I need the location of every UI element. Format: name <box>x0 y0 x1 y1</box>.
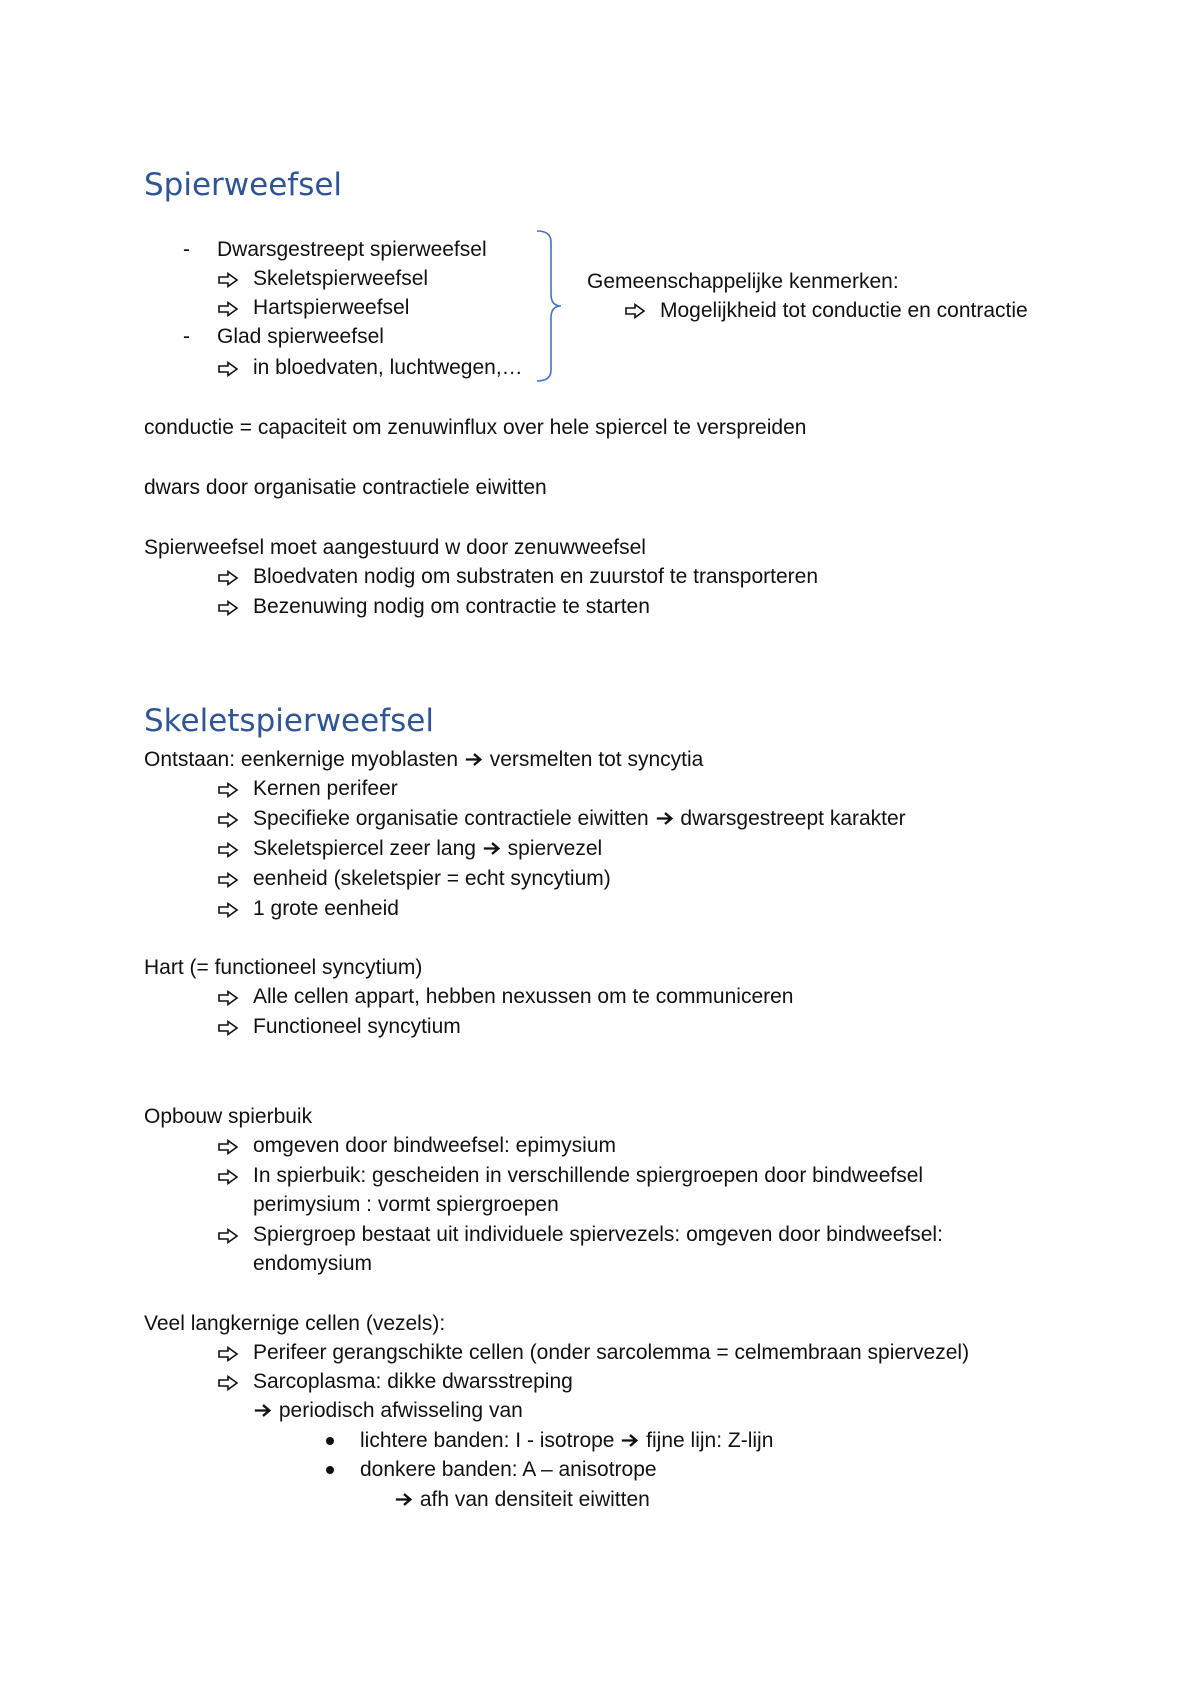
ontstaan-item-grote-eenheid: 1 grote eenheid <box>253 897 399 920</box>
veel-item-sarcoplasma: Sarcoplasma: dikke dwarsstreping <box>253 1370 573 1393</box>
solid-arrow-icon <box>464 752 484 767</box>
bullet-donkere-banden: donkere banden: A – anisotrope <box>360 1458 657 1481</box>
ontstaan-item-skeletspiercel <box>253 835 602 863</box>
hollow-arrow-icon <box>217 902 239 918</box>
skeletspiercel-prefix: Skeletspiercel zeer lang <box>253 837 476 860</box>
list-item-glad: Glad spierweefsel <box>217 325 384 348</box>
veel-title: Veel langkernige cellen (vezels): <box>144 1312 446 1335</box>
solid-arrow-icon <box>482 841 502 856</box>
heading-spierweefsel: Spierweefsel <box>144 167 343 203</box>
common-features-title: Gemeenschappelijke kenmerken: <box>587 270 899 293</box>
paragraph-aangestuurd: Spierweefsel moet aangestuurd w door zenuwweefsel <box>144 536 646 559</box>
hollow-arrow-icon <box>217 872 239 888</box>
solid-arrow-icon <box>620 1433 640 1448</box>
list-subitem-skeletspierweefsel: Skeletspierweefsel <box>253 267 429 290</box>
solid-arrow-icon <box>253 1403 273 1418</box>
hollow-arrow-icon <box>217 1346 239 1362</box>
organisatie-suffix: dwarsgestreept karakter <box>680 807 906 830</box>
hollow-arrow-icon <box>217 1139 239 1155</box>
hollow-arrow-icon <box>217 782 239 798</box>
opbouw-item-spierbuik-line2: perimysium : vormt spiergroepen <box>253 1193 559 1216</box>
hollow-arrow-icon <box>217 990 239 1006</box>
hollow-arrow-icon <box>217 600 239 616</box>
solid-arrow-icon <box>394 1492 414 1507</box>
common-features-item: Mogelijkheid tot conductie en contractie <box>660 299 1028 322</box>
list-subitem-bloedvaten: in bloedvaten, luchtwegen,… <box>253 356 523 379</box>
opbouw-item-spiergroep-line1: Spiergroep bestaat uit individuele spiervezels: omgeven door bindweefsel: <box>253 1223 943 1246</box>
list-dash: - <box>183 238 190 261</box>
ontstaan-prefix: Ontstaan: eenkernige myoblasten <box>144 748 459 771</box>
skeletspiercel-suffix: spiervezel <box>507 837 603 860</box>
bullet-dot-icon <box>326 1437 334 1445</box>
solid-arrow-icon <box>655 811 675 826</box>
densiteit-text: afh van densiteit eiwitten <box>419 1488 650 1511</box>
paragraph-dwars: dwars door organisatie contractiele eiwitten <box>144 476 547 499</box>
hollow-arrow-icon <box>217 272 239 288</box>
paragraph-conductie: conductie = capaciteit om zenuwinflux over hele spiercel te verspreiden <box>144 416 807 439</box>
ontstaan-item-kernen: Kernen perifeer <box>253 777 398 800</box>
hollow-arrow-icon <box>217 842 239 858</box>
list-item-dwarsgestreept: Dwarsgestreept spierweefsel <box>217 238 487 261</box>
heading-skeletspierweefsel: Skeletspierweefsel <box>144 703 434 739</box>
periodisch-text: periodisch afwisseling van <box>278 1399 523 1422</box>
hollow-arrow-icon <box>217 361 239 377</box>
aangestuurd-item-bloedvaten: Bloedvaten nodig om substraten en zuurstof te transporteren <box>253 565 819 588</box>
hollow-arrow-icon <box>217 1020 239 1036</box>
donkere-sub <box>394 1486 650 1514</box>
bullet-lichtere-banden <box>360 1427 773 1455</box>
hart-item-cellen: Alle cellen appart, hebben nexussen om te communiceren <box>253 985 794 1008</box>
lichtere-suffix: fijne lijn: Z-lijn <box>646 1429 774 1452</box>
list-dash: - <box>183 325 190 348</box>
hollow-arrow-icon <box>217 1375 239 1391</box>
organisatie-prefix: Specifieke organisatie contractiele eiwitten <box>253 807 649 830</box>
ontstaan-item-organisatie <box>253 805 906 833</box>
opbouw-item-epimysium: omgeven door bindweefsel: epimysium <box>253 1134 617 1157</box>
list-subitem-hartspierweefsel: Hartspierweefsel <box>253 296 410 319</box>
hart-title: Hart (= functioneel syncytium) <box>144 956 423 979</box>
hollow-arrow-icon <box>217 570 239 586</box>
ontstaan-suffix: versmelten tot syncytia <box>489 748 704 771</box>
opbouw-item-spiergroep-line2: endomysium <box>253 1252 373 1275</box>
right-brace-icon <box>533 228 573 384</box>
ontstaan-line <box>144 746 703 774</box>
hollow-arrow-icon <box>624 303 646 319</box>
ontstaan-item-eenheid: eenheid (skeletspier = echt syncytium) <box>253 867 611 890</box>
veel-item-perifeer: Perifeer gerangschikte cellen (onder sarcolemma = celmembraan spiervezel) <box>253 1341 970 1364</box>
opbouw-title: Opbouw spierbuik <box>144 1105 313 1128</box>
aangestuurd-item-bezenuwing: Bezenuwing nodig om contractie te starten <box>253 595 650 618</box>
veel-item-sarcoplasma-sub <box>253 1397 523 1425</box>
hollow-arrow-icon <box>217 301 239 317</box>
bullet-dot-icon <box>326 1466 334 1474</box>
hart-item-syncytium: Functioneel syncytium <box>253 1015 461 1038</box>
hollow-arrow-icon <box>217 812 239 828</box>
opbouw-item-spierbuik-line1: In spierbuik: gescheiden in verschillende spiergroepen door bindweefsel <box>253 1164 924 1187</box>
hollow-arrow-icon <box>217 1169 239 1185</box>
lichtere-prefix: lichtere banden: I - isotrope <box>360 1429 615 1452</box>
hollow-arrow-icon <box>217 1228 239 1244</box>
